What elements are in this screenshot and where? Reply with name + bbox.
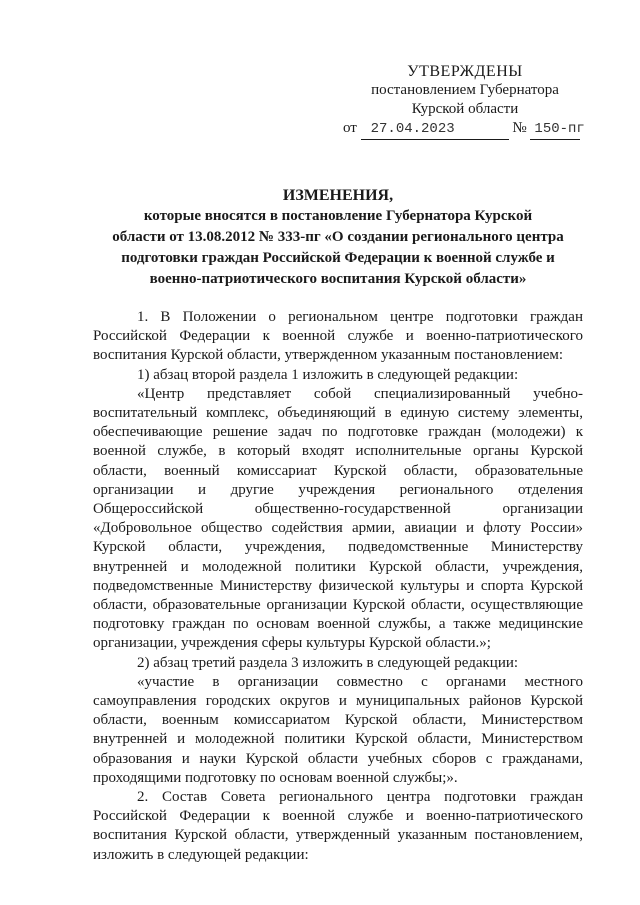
- paragraph-3: «Центр представляет собой специализированный учебно-воспитательный комплекс, объединяющий в единую систему элементы, обеспечивающие решение задач по подготовке граждан (молодежи) к военной службе, в который входят исполнительные органы Курской области, военный комиссариат Курской области, образовательные организации и другие учреждения регионального отделения Общероссийской общественно-государственной организации «Добровольное общество содействия армии, авиации и флоту России» Курской области, учреждения, подведомственные Министерству внутренней и молодежной политики Курской области, учреждения, подведомственные Министерству физической культуры и спорта Курской области, образовательные организации Курской области, осуществляющие подготовку граждан по основам военной службы, а также медицинские организации, учреждения сферы культуры Курской области.»;: [93, 385, 583, 652]
- heading-line-4: военно-патриотического воспитания Курской области»: [149, 271, 527, 287]
- paragraph-6: 2. Состав Совета регионального центра подготовки граждан Российской Федерации к военной службе и военно-патриотического воспитания Курской области, утвержденный указанным постановлением, изложить в следующей редакции:: [93, 789, 583, 863]
- document-heading: [88, 185, 588, 290]
- number-prefix: №: [512, 120, 527, 136]
- paragraph-4: 2) абзац третий раздела 3 изложить в следующей редакции:: [137, 654, 519, 671]
- approval-date-line: [343, 119, 593, 140]
- approval-block: [340, 62, 590, 119]
- heading-line-2: области от 13.08.2012 № 333-пг «О создании регионального центра: [112, 229, 564, 245]
- approval-line-1: постановлением Губернатора: [371, 82, 559, 98]
- paragraph-5: «участие в организации совместно с органами местного самоуправления городских округов и муниципальных районов Курской области, военным комиссариатом Курской области, Министерством внутренней и молодежной политики Курской области, Министерством образования и науки Курской области учебных сборов с гражданами, проходящими подготовку по основам военной службы;».: [93, 673, 583, 786]
- number-value: 150-пг: [530, 120, 580, 140]
- approval-line-2: Курской области: [411, 101, 519, 117]
- heading-line-3: подготовки граждан Российской Федерации к военной службе и: [121, 250, 555, 266]
- date-value: 27.04.2023: [361, 120, 509, 140]
- date-prefix: от: [343, 120, 357, 136]
- heading-line-1: которые вносятся в постановление Губернатора Курской: [143, 208, 533, 224]
- approval-title: УТВЕРЖДЕНЫ: [407, 63, 523, 80]
- paragraph-2: 1) абзац второй раздела 1 изложить в следующей редакции:: [137, 366, 519, 383]
- document-body: [93, 308, 583, 865]
- paragraph-1: 1. В Положении о региональном центре подготовки граждан Российской Федерации к военной службе и военно-патриотического воспитания Курской области, утвержденном указанным постановлением:: [93, 309, 583, 364]
- heading-title: ИЗМЕНЕНИЯ,: [282, 187, 394, 204]
